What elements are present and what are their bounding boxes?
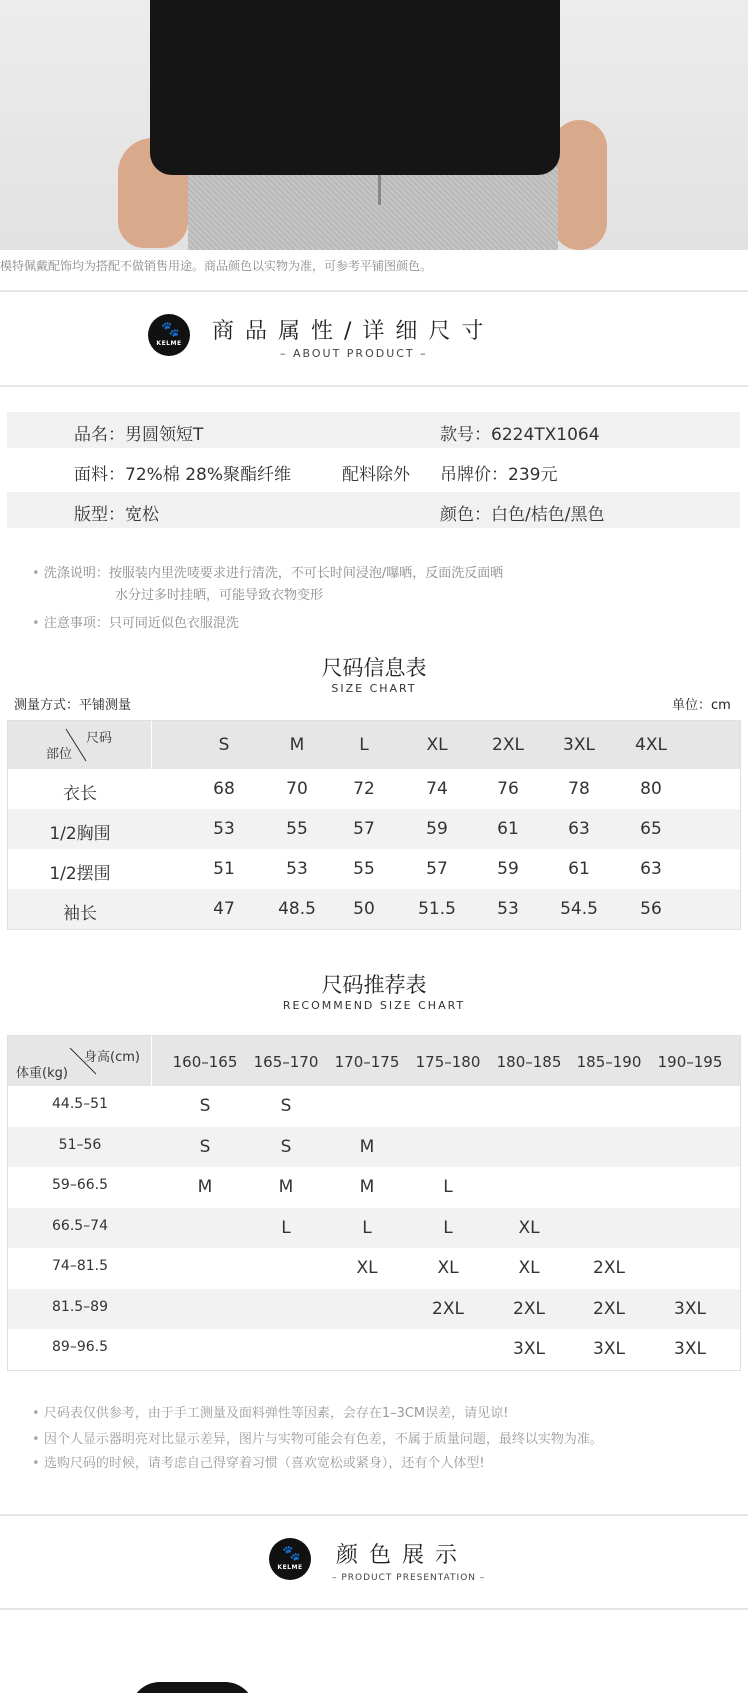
fit-type: 版型：宽松 xyxy=(74,505,159,525)
recommended-size: S xyxy=(280,1096,292,1116)
size-value: 53 xyxy=(497,899,519,919)
section-subtitle: – ABOUT PRODUCT – xyxy=(280,347,428,360)
black-tshirt xyxy=(150,0,560,175)
recommended-size: 3XL xyxy=(674,1339,706,1359)
section-title: 颜色展示 xyxy=(336,1543,469,1568)
size-chart-subtitle: SIZE CHART xyxy=(331,682,417,695)
recommended-size: S xyxy=(199,1096,211,1116)
black-tshirt-preview xyxy=(130,1682,255,1693)
size-header-row xyxy=(8,721,740,769)
recommended-size: 3XL xyxy=(513,1339,545,1359)
weight-label: 51–56 xyxy=(58,1136,102,1153)
paw-icon: 🐾 xyxy=(161,320,180,338)
wash-instructions-cont: 水分过多时挂晒，可能导致衣物变形 xyxy=(115,588,324,603)
size-row xyxy=(8,769,740,809)
color-presentation-header xyxy=(0,1514,748,1610)
divider xyxy=(0,1608,748,1610)
size-value: 61 xyxy=(568,859,590,879)
height-column-header: 185–190 xyxy=(576,1053,642,1071)
attribute-row xyxy=(7,492,740,528)
size-row xyxy=(8,849,740,889)
size-value: 50 xyxy=(353,899,375,919)
size-column-header: XL xyxy=(426,735,448,755)
size-value: 59 xyxy=(426,819,448,839)
kelme-logo-icon xyxy=(148,314,190,356)
height-column-header: 180–185 xyxy=(496,1053,562,1071)
attention-text: 只可同近似色衣服混洗 xyxy=(108,616,239,631)
size-value: 63 xyxy=(640,859,662,879)
recommended-size: XL xyxy=(518,1217,540,1238)
colors: 颜色：白色/桔色/黑色 xyxy=(440,505,605,525)
footnote: • 尺码表仅供参考，由于手工测量及面料弹性等因素，会存在1–3CM误差，请见谅! xyxy=(32,1406,509,1421)
attention-label: 注意事项： xyxy=(43,616,109,631)
weight-row xyxy=(8,1127,740,1168)
corner-bottom: 部位 xyxy=(46,747,73,762)
weight-label: 66.5–74 xyxy=(52,1217,108,1234)
recommended-size: 2XL xyxy=(432,1298,464,1319)
footnote-text: 因个人显示器明亮对比显示差异，图片与实物可能会有色差，不属于质量问题，最终以实物为准。 xyxy=(43,1432,603,1447)
fabric-note: 配料除外 xyxy=(342,465,410,485)
model-photo xyxy=(0,0,748,250)
logo-text: KELME xyxy=(156,340,182,347)
size-column-header: 2XL xyxy=(492,735,524,755)
weight-label: 59–66.5 xyxy=(52,1177,108,1193)
weight-label: 81.5–89 xyxy=(52,1298,108,1315)
size-column-header: L xyxy=(359,735,369,755)
size-value: 70 xyxy=(286,779,308,799)
recommended-size: L xyxy=(281,1217,291,1238)
size-row xyxy=(8,889,740,929)
corner-cell xyxy=(8,1036,152,1086)
weight-row xyxy=(8,1329,740,1370)
size-value: 72 xyxy=(353,779,375,799)
weight-row xyxy=(8,1167,740,1208)
diagonal-line xyxy=(8,721,152,769)
height-column-header: 160–165 xyxy=(172,1053,238,1071)
corner-bottom: 体重(kg) xyxy=(16,1066,68,1081)
recommended-size: L xyxy=(443,1217,453,1238)
style-number: 款号：6224TX1064 xyxy=(440,425,600,445)
recommended-size: M xyxy=(359,1136,375,1157)
size-value: 78 xyxy=(568,779,590,799)
recommend-size-table xyxy=(7,1035,741,1371)
tag-price: 吊牌价：239元 xyxy=(440,465,558,485)
size-value: 80 xyxy=(640,779,662,799)
size-row xyxy=(8,809,740,849)
size-value: 57 xyxy=(426,859,448,879)
size-column-header: 3XL xyxy=(563,735,595,755)
weight-label: 44.5–51 xyxy=(52,1096,108,1112)
height-column-header: 190–195 xyxy=(657,1053,723,1071)
recommended-size: 2XL xyxy=(593,1258,625,1278)
recommended-size: 2XL xyxy=(513,1298,545,1319)
size-value: 57 xyxy=(353,819,375,839)
size-value: 59 xyxy=(497,859,519,879)
recommended-size: S xyxy=(280,1136,292,1157)
wash-instructions: • 洗涤说明：按服装内里洗唛要求进行清洗，不可长时间浸泡/曝晒，反面洗反面晒 xyxy=(32,566,504,581)
footnote: • 因个人显示器明亮对比显示差异，图片与实物可能会有色差，不属于质量问题，最终以实物为准。 xyxy=(32,1432,603,1447)
size-value: 55 xyxy=(353,859,375,879)
size-chart-title: 尺码信息表 xyxy=(321,656,427,680)
measurement-label: 袖长 xyxy=(63,904,97,924)
recommended-size: XL xyxy=(356,1258,378,1278)
height-column-header: 170–175 xyxy=(334,1053,400,1071)
photo-caption: 模特佩戴配饰均为搭配不做销售用途。商品颜色以实物为准，可参考平铺图颜色。 xyxy=(0,259,433,273)
kelme-logo-icon xyxy=(269,1538,311,1580)
recommended-size: M xyxy=(278,1177,294,1197)
size-value: 63 xyxy=(568,819,590,839)
recommended-size: 3XL xyxy=(593,1339,625,1359)
measurement-label: 衣长 xyxy=(63,784,97,804)
unit-label: 单位：cm xyxy=(672,698,731,713)
size-chart-table xyxy=(7,720,741,930)
recommend-chart-title: 尺码推荐表 xyxy=(321,973,427,997)
weight-row xyxy=(8,1248,740,1289)
size-value: 56 xyxy=(640,899,662,919)
fabric: 面料：72%棉 28%聚酯纤维 xyxy=(74,465,291,485)
recommended-size: S xyxy=(199,1136,211,1157)
size-value: 65 xyxy=(640,819,662,839)
size-value: 76 xyxy=(497,779,519,799)
attribute-row xyxy=(7,452,740,488)
attribute-row xyxy=(7,412,740,448)
corner-cell xyxy=(8,721,152,769)
size-value: 47 xyxy=(213,899,235,919)
size-column-header: 4XL xyxy=(635,735,667,755)
size-value: 54.5 xyxy=(560,899,598,919)
divider xyxy=(0,385,748,387)
height-column-header: 165–170 xyxy=(253,1053,319,1071)
weight-label: 74–81.5 xyxy=(52,1258,108,1274)
weight-row xyxy=(8,1289,740,1330)
measurement-label: 1/2摆围 xyxy=(49,864,111,884)
wash-text: 按服装内里洗唛要求进行清洗，不可长时间浸泡/曝晒，反面洗反面晒 xyxy=(108,566,504,581)
weight-label: 89–96.5 xyxy=(52,1339,108,1355)
about-product-header xyxy=(0,290,748,386)
size-value: 53 xyxy=(213,819,235,839)
model-right-hand xyxy=(552,120,607,250)
section-title: 商品属性/详细尺寸 xyxy=(212,319,495,344)
paw-icon: 🐾 xyxy=(282,1544,301,1562)
corner-top: 身高(cm) xyxy=(84,1050,140,1065)
recommended-size: M xyxy=(197,1177,213,1197)
size-value: 48.5 xyxy=(278,899,316,919)
recommended-size: L xyxy=(362,1217,372,1238)
corner-top: 尺码 xyxy=(86,731,113,746)
recommend-chart-subtitle: RECOMMEND SIZE CHART xyxy=(282,999,466,1012)
size-value: 51 xyxy=(213,859,235,879)
size-value: 51.5 xyxy=(418,899,456,919)
recommended-size: XL xyxy=(518,1258,540,1278)
recommended-size: 3XL xyxy=(674,1298,706,1319)
product-name: 品名：男圆领短T xyxy=(74,425,204,445)
size-value: 68 xyxy=(213,779,235,799)
measure-method: 测量方式：平铺测量 xyxy=(14,698,132,713)
footnote-text: 选购尺码的时候，请考虑自己得穿着习惯（喜欢宽松或紧身），还有个人体型! xyxy=(43,1456,485,1471)
size-value: 61 xyxy=(497,819,519,839)
recommended-size: 2XL xyxy=(593,1298,625,1319)
height-header-row xyxy=(8,1036,740,1086)
recommended-size: L xyxy=(443,1177,453,1197)
size-value: 55 xyxy=(286,819,308,839)
attention-note: • 注意事项：只可同近似色衣服混洗 xyxy=(32,616,239,631)
footnote-text: 尺码表仅供参考，由于手工测量及面料弹性等因素，会存在1–3CM误差，请见谅! xyxy=(43,1406,509,1421)
size-column-header: M xyxy=(289,735,305,755)
recommended-size: M xyxy=(359,1177,375,1197)
logo-text: KELME xyxy=(277,1564,303,1571)
recommended-size: XL xyxy=(437,1258,459,1278)
size-value: 53 xyxy=(286,859,308,879)
footnote: • 选购尺码的时候，请考虑自己得穿着习惯（喜欢宽松或紧身），还有个人体型! xyxy=(32,1456,485,1471)
wash-label: 洗涤说明： xyxy=(43,566,109,581)
size-column-header: S xyxy=(218,735,230,755)
weight-row xyxy=(8,1086,740,1127)
section-subtitle: – PRODUCT PRESENTATION – xyxy=(332,1573,486,1583)
weight-row xyxy=(8,1208,740,1249)
measurement-label: 1/2胸围 xyxy=(49,824,111,844)
height-column-header: 175–180 xyxy=(415,1053,481,1071)
size-value: 74 xyxy=(426,779,448,799)
